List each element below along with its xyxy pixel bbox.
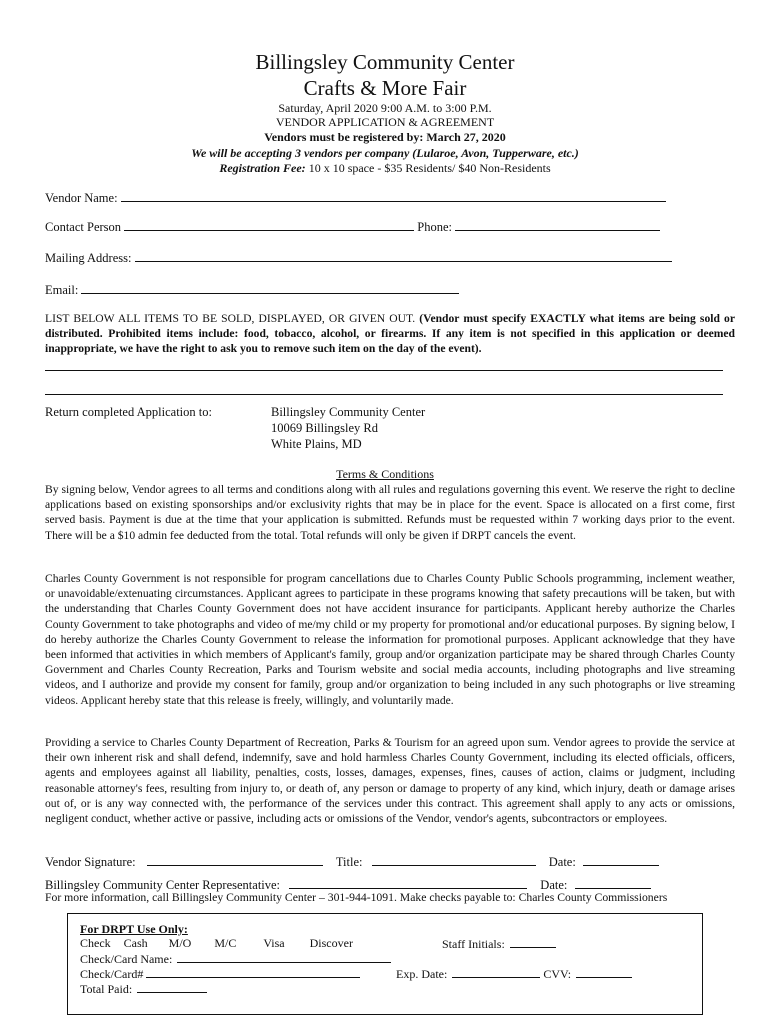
expiry-row: [396, 966, 632, 981]
contact-row: [45, 219, 660, 235]
total-paid-field[interactable]: [137, 981, 207, 993]
event-subtitle: Crafts & More Fair: [303, 76, 467, 100]
representative-date-field[interactable]: [575, 877, 651, 889]
phone-field[interactable]: [455, 219, 660, 231]
staff-initials-field[interactable]: [510, 936, 556, 948]
card-number-label: Check/Card#: [80, 967, 144, 981]
representative-field[interactable]: [289, 877, 527, 889]
vendor-signature-label: Vendor Signature:: [45, 855, 136, 869]
items-rules: (Vendor must specify EXACTLY what items are being sold or distributed. Prohibited items include: food, tobacco, alcohol, or firearms. If any item is not specified in this application or deemed inappropriate, we have the right to ask you to remove such item on the day of the event).: [45, 312, 735, 356]
method-check: Check: [80, 936, 111, 950]
title-field[interactable]: [372, 854, 536, 866]
representative-date-label: Date:: [540, 878, 568, 892]
staff-initials-label: Staff Initials:: [442, 937, 505, 951]
card-name-row: [80, 951, 391, 966]
date-field[interactable]: [583, 854, 659, 866]
cvv-label: CVV:: [543, 967, 572, 981]
registration-fee: [0, 161, 770, 175]
contact-person-field[interactable]: [124, 219, 414, 231]
terms-paragraph-2: Charles County Government is not responsible for program cancellations due to Charles County Public Schools programming, inclement weather, or unavoidable/extenuating circumstances. Applicant agrees to participate in these programs knowing that safety precautions will be taken, but with the understanding that Charles County Government does not have accident insurance for participants. Applicant hereby authorize the Charles County Government to take photographs and video of me/my child or my property for promotional and/or educational purposes. By signing below, I do hereby authorize the Charles County Government to release the information for promotional purposes. Applicant acknowledge that they have been informed that activities in which members of Applicant's family, group and/or organization participate may be shared through Charles County Government and Charles County Recreation, Parks and Tourism website and social media accounts, including photographs and live streaming videos, and I authorize and provide my consent for family, group and/or organization to being included in any such photographs or live streaming videos. Applicant hereby state that this release is freely, willingly, and voluntarily made.: [45, 572, 735, 707]
email-row: [45, 282, 459, 298]
method-mastercard: M/C: [214, 936, 237, 950]
card-name-label: Check/Card Name:: [80, 952, 173, 966]
total-paid-row: [80, 981, 207, 996]
form-name: VENDOR APPLICATION & AGREEMENT: [275, 115, 495, 129]
contact-info: For more information, call Billingsley Community Center – 301-944-1091. Make checks payable to: Charles County Commissioners: [45, 891, 668, 904]
items-line-2[interactable]: [45, 394, 723, 395]
terms-paragraph-3: Providing a service to Charles County Department of Recreation, Parks & Tourism for an agreed upon sum. Vendor agrees to provide the service at their own inherent risk and shall defend, indemnify, save and hold harmless Charles County Government, including its elected officials, officers, agents and employees against all liability, penalties, costs, losses, damages, expenses, fines, causes of action, claims or judgment, including reasonable attorney's fees, resulting from injury to, or death of, any person or damage to property of any kind, which injury, death or damage arises out of, or is any way connected with, the performance of the services under this contract. This agreement shall apply to any acts or omissions, negligent conduct, whether active or passive, including acts or omissions of the Vendor, vendor's agents, subcontractors or employees.: [45, 736, 735, 826]
method-visa: Visa: [263, 936, 285, 950]
method-cash: Cash: [123, 936, 148, 950]
vendor-signature-field[interactable]: [147, 854, 323, 866]
vendor-signature-row: [45, 854, 659, 870]
payment-method-row: [80, 936, 353, 950]
event-date: Saturday, April 2020 9:00 A.M. to 3:00 P.M.: [278, 101, 492, 115]
card-number-field[interactable]: [146, 966, 360, 978]
cvv-field[interactable]: [576, 966, 632, 978]
fee-value: 10 x 10 space - $35 Residents/ $40 Non-Residents: [308, 161, 551, 175]
vendor-name-row: [45, 190, 666, 206]
terms-heading: Terms & Conditions: [336, 467, 434, 481]
vendor-limit: We will be accepting 3 vendors per company (Lularoe, Avon, Tupperware, etc.): [191, 146, 579, 160]
contact-person-label: Contact Person: [45, 220, 122, 234]
representative-label: Billingsley Community Center Representative:: [45, 878, 281, 892]
vendor-name-field[interactable]: [121, 190, 666, 202]
email-field[interactable]: [81, 282, 459, 294]
title-label: Title:: [335, 855, 363, 869]
card-name-field[interactable]: [177, 951, 391, 963]
date-label: Date:: [548, 855, 576, 869]
items-line-1[interactable]: [45, 370, 723, 371]
method-discover: Discover: [309, 936, 353, 950]
mailing-row: [45, 250, 672, 266]
total-paid-label: Total Paid:: [80, 982, 133, 996]
expiry-label: Exp. Date:: [396, 967, 448, 981]
return-address-line3: White Plains, MD: [271, 437, 362, 451]
return-address-line2: 10069 Billingsley Rd: [271, 421, 378, 435]
staff-initials-row: [442, 936, 556, 951]
mailing-address-label: Mailing Address:: [45, 251, 132, 265]
fee-label: Registration Fee:: [219, 161, 306, 175]
vendor-name-label: Vendor Name:: [45, 191, 118, 205]
return-address-line1: Billingsley Community Center: [271, 405, 426, 419]
registration-deadline: Vendors must be registered by: March 27, 2020: [264, 130, 506, 144]
phone-label: Phone:: [417, 220, 453, 234]
expiry-field[interactable]: [452, 966, 540, 978]
method-money-order: M/O: [168, 936, 192, 950]
items-lead: LIST BELOW ALL ITEMS TO BE SOLD, DISPLAYED, OR GIVEN OUT.: [45, 312, 416, 325]
terms-paragraph-1: By signing below, Vendor agrees to all terms and conditions along with all rules and regulations governing this event. We reserve the right to decline applications based on existing sponsorships and/or exclusivity rights that may be in place for the event. Space is allocated on a first come, first served basis. Payment is due at the time that your application is submitted. Refunds must be requested within 7 working days prior to the event. There will be a $10 admin fee deducted from the total. Total refunds will only be given if DRPT cancels the event.: [45, 483, 735, 542]
card-number-row: [80, 966, 360, 981]
event-title: Billingsley Community Center: [255, 50, 515, 74]
items-instructions: [45, 311, 735, 357]
mailing-address-field[interactable]: [135, 250, 672, 262]
office-use-heading: For DRPT Use Only:: [80, 922, 188, 936]
email-label: Email:: [45, 283, 79, 297]
return-label: Return completed Application to:: [45, 405, 212, 419]
office-use-box: [67, 913, 703, 1015]
